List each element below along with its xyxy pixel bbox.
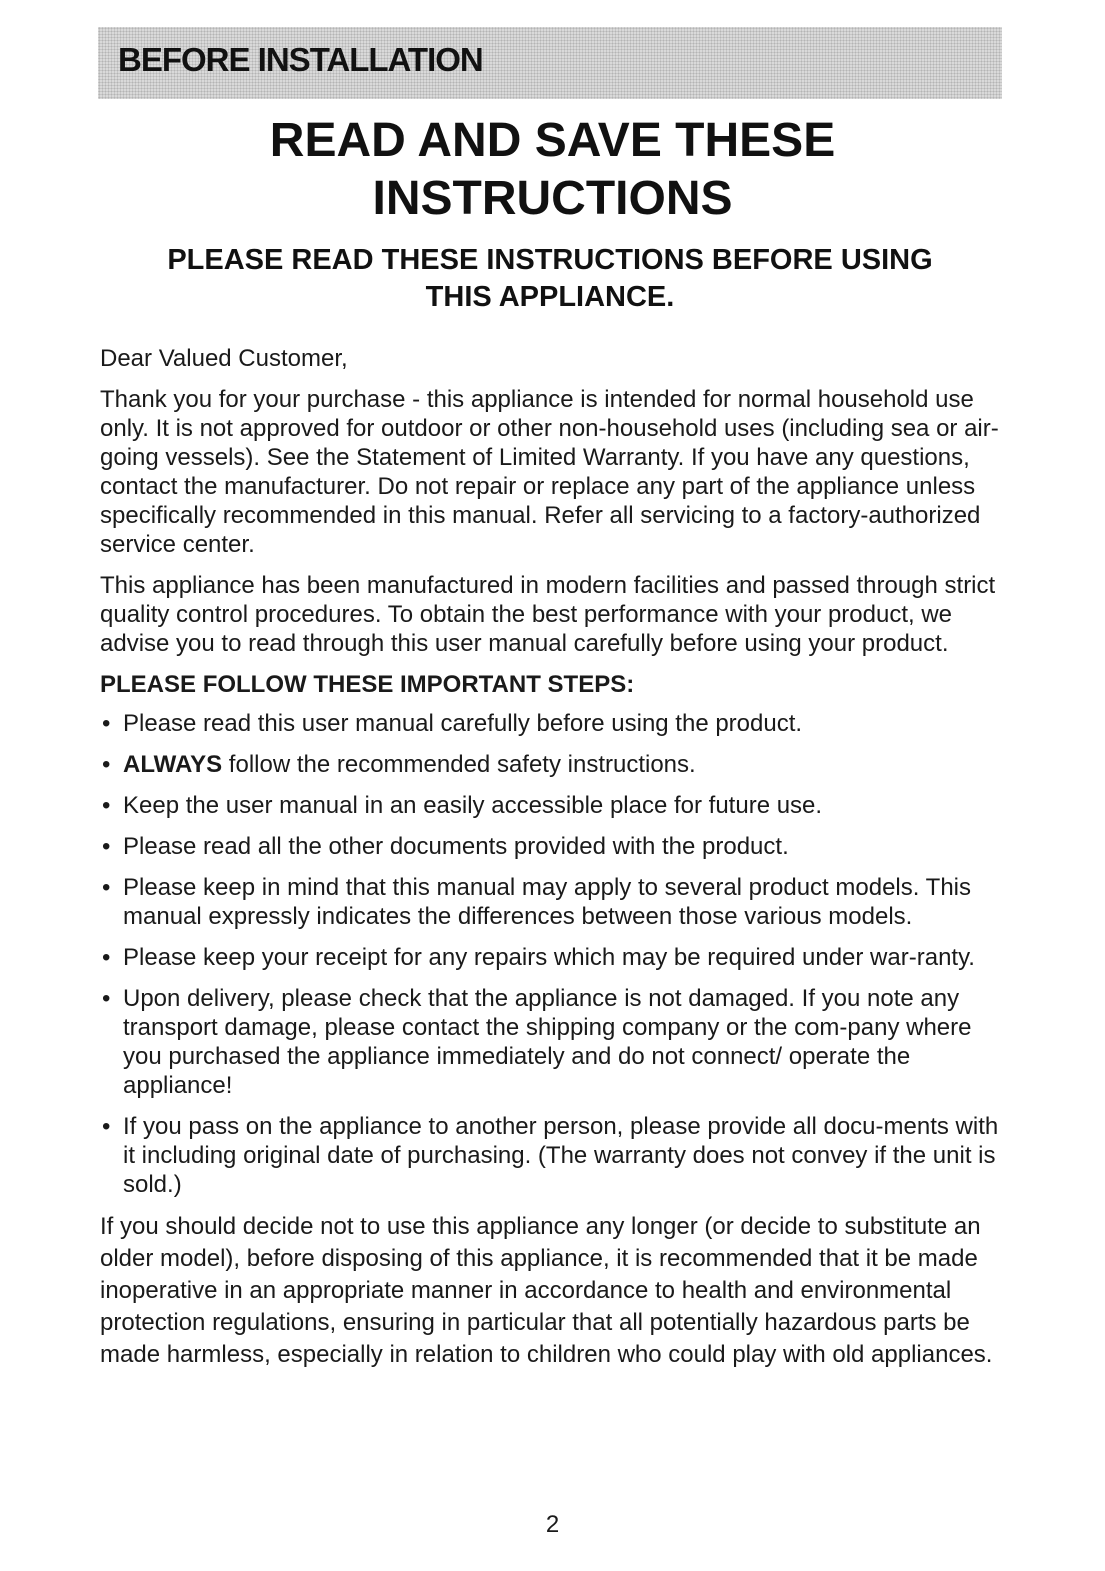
section-header-band [98, 27, 1002, 99]
list-item-text: follow the recommended safety instructions. [222, 751, 696, 778]
list-item: • Please read all the other documents provided with the product. [100, 832, 1005, 861]
intro-paragraph: Thank you for your purchase - this appliance is intended for normal household use only. It is not approved for outdoor or other non-household uses (including sea or air-going vessels). See the Statement of Limited Warranty. If you have any questions, contact the manufacturer. Do not repair or replace any part of the appliance unless specifically recommended in this manual. Refer all servicing to a factory-authorized service center. [100, 386, 999, 558]
steps-list [100, 709, 1005, 1199]
greeting: Dear Valued Customer, [100, 345, 348, 372]
page-title-line-2: INSTRUCTIONS [372, 172, 733, 225]
page-title [0, 112, 1105, 228]
list-item: • If you pass on the appliance to another person, please provide all docu-ments with it including original date of purchasing. (The warranty does not convey if the unit is sold.) [100, 1112, 1005, 1199]
list-item: • Please read this user manual carefully before using the product. [100, 709, 1005, 738]
list-item: • Please keep in mind that this manual may apply to several product models. This manual expressly indicates the differences between those various models. [100, 873, 1005, 931]
page-number: 2 [545, 1511, 560, 1538]
list-item: • Upon delivery, please check that the appliance is not damaged. If you note any transport damage, please contact the shipping company or the com-pany where you purchased the appliance immediately and do not connect/ operate the appliance! [100, 984, 1005, 1100]
closing-paragraph: If you should decide not to use this appliance any longer (or decide to substitute an older model), before disposing of this appliance, it is recommended that it be made inoperative in an appropriate manner in accordance to health and environmental protection regulations, ensuring in particular that all potentially hazardous parts be made harmless, especially in relation to children who could play with old appliances. [100, 1213, 993, 1368]
emphasis-always: ALWAYS [123, 751, 223, 778]
list-item: • Keep the user manual in an easily accessible place for future use. [100, 791, 1005, 820]
section-title: BEFORE INSTALLATION [118, 41, 483, 78]
page-title-line-1: READ AND SAVE THESE [269, 114, 836, 167]
page-subtitle-line-2: THIS APPLIANCE. [425, 281, 675, 313]
list-item [100, 750, 1005, 779]
document-body [100, 344, 1005, 1383]
steps-heading: PLEASE FOLLOW THESE IMPORTANT STEPS: [100, 671, 635, 698]
page-subtitle [100, 242, 1000, 316]
list-item: • Please keep your receipt for any repairs which may be required under war-ranty. [100, 943, 1005, 972]
quality-paragraph: This appliance has been manufactured in modern facilities and passed through strict quality control procedures. To obtain the best performance with your product, we advise you to read through this user manual carefully before using your product. [100, 572, 996, 657]
page-subtitle-line-1: PLEASE READ THESE INSTRUCTIONS BEFORE USING [167, 244, 933, 276]
